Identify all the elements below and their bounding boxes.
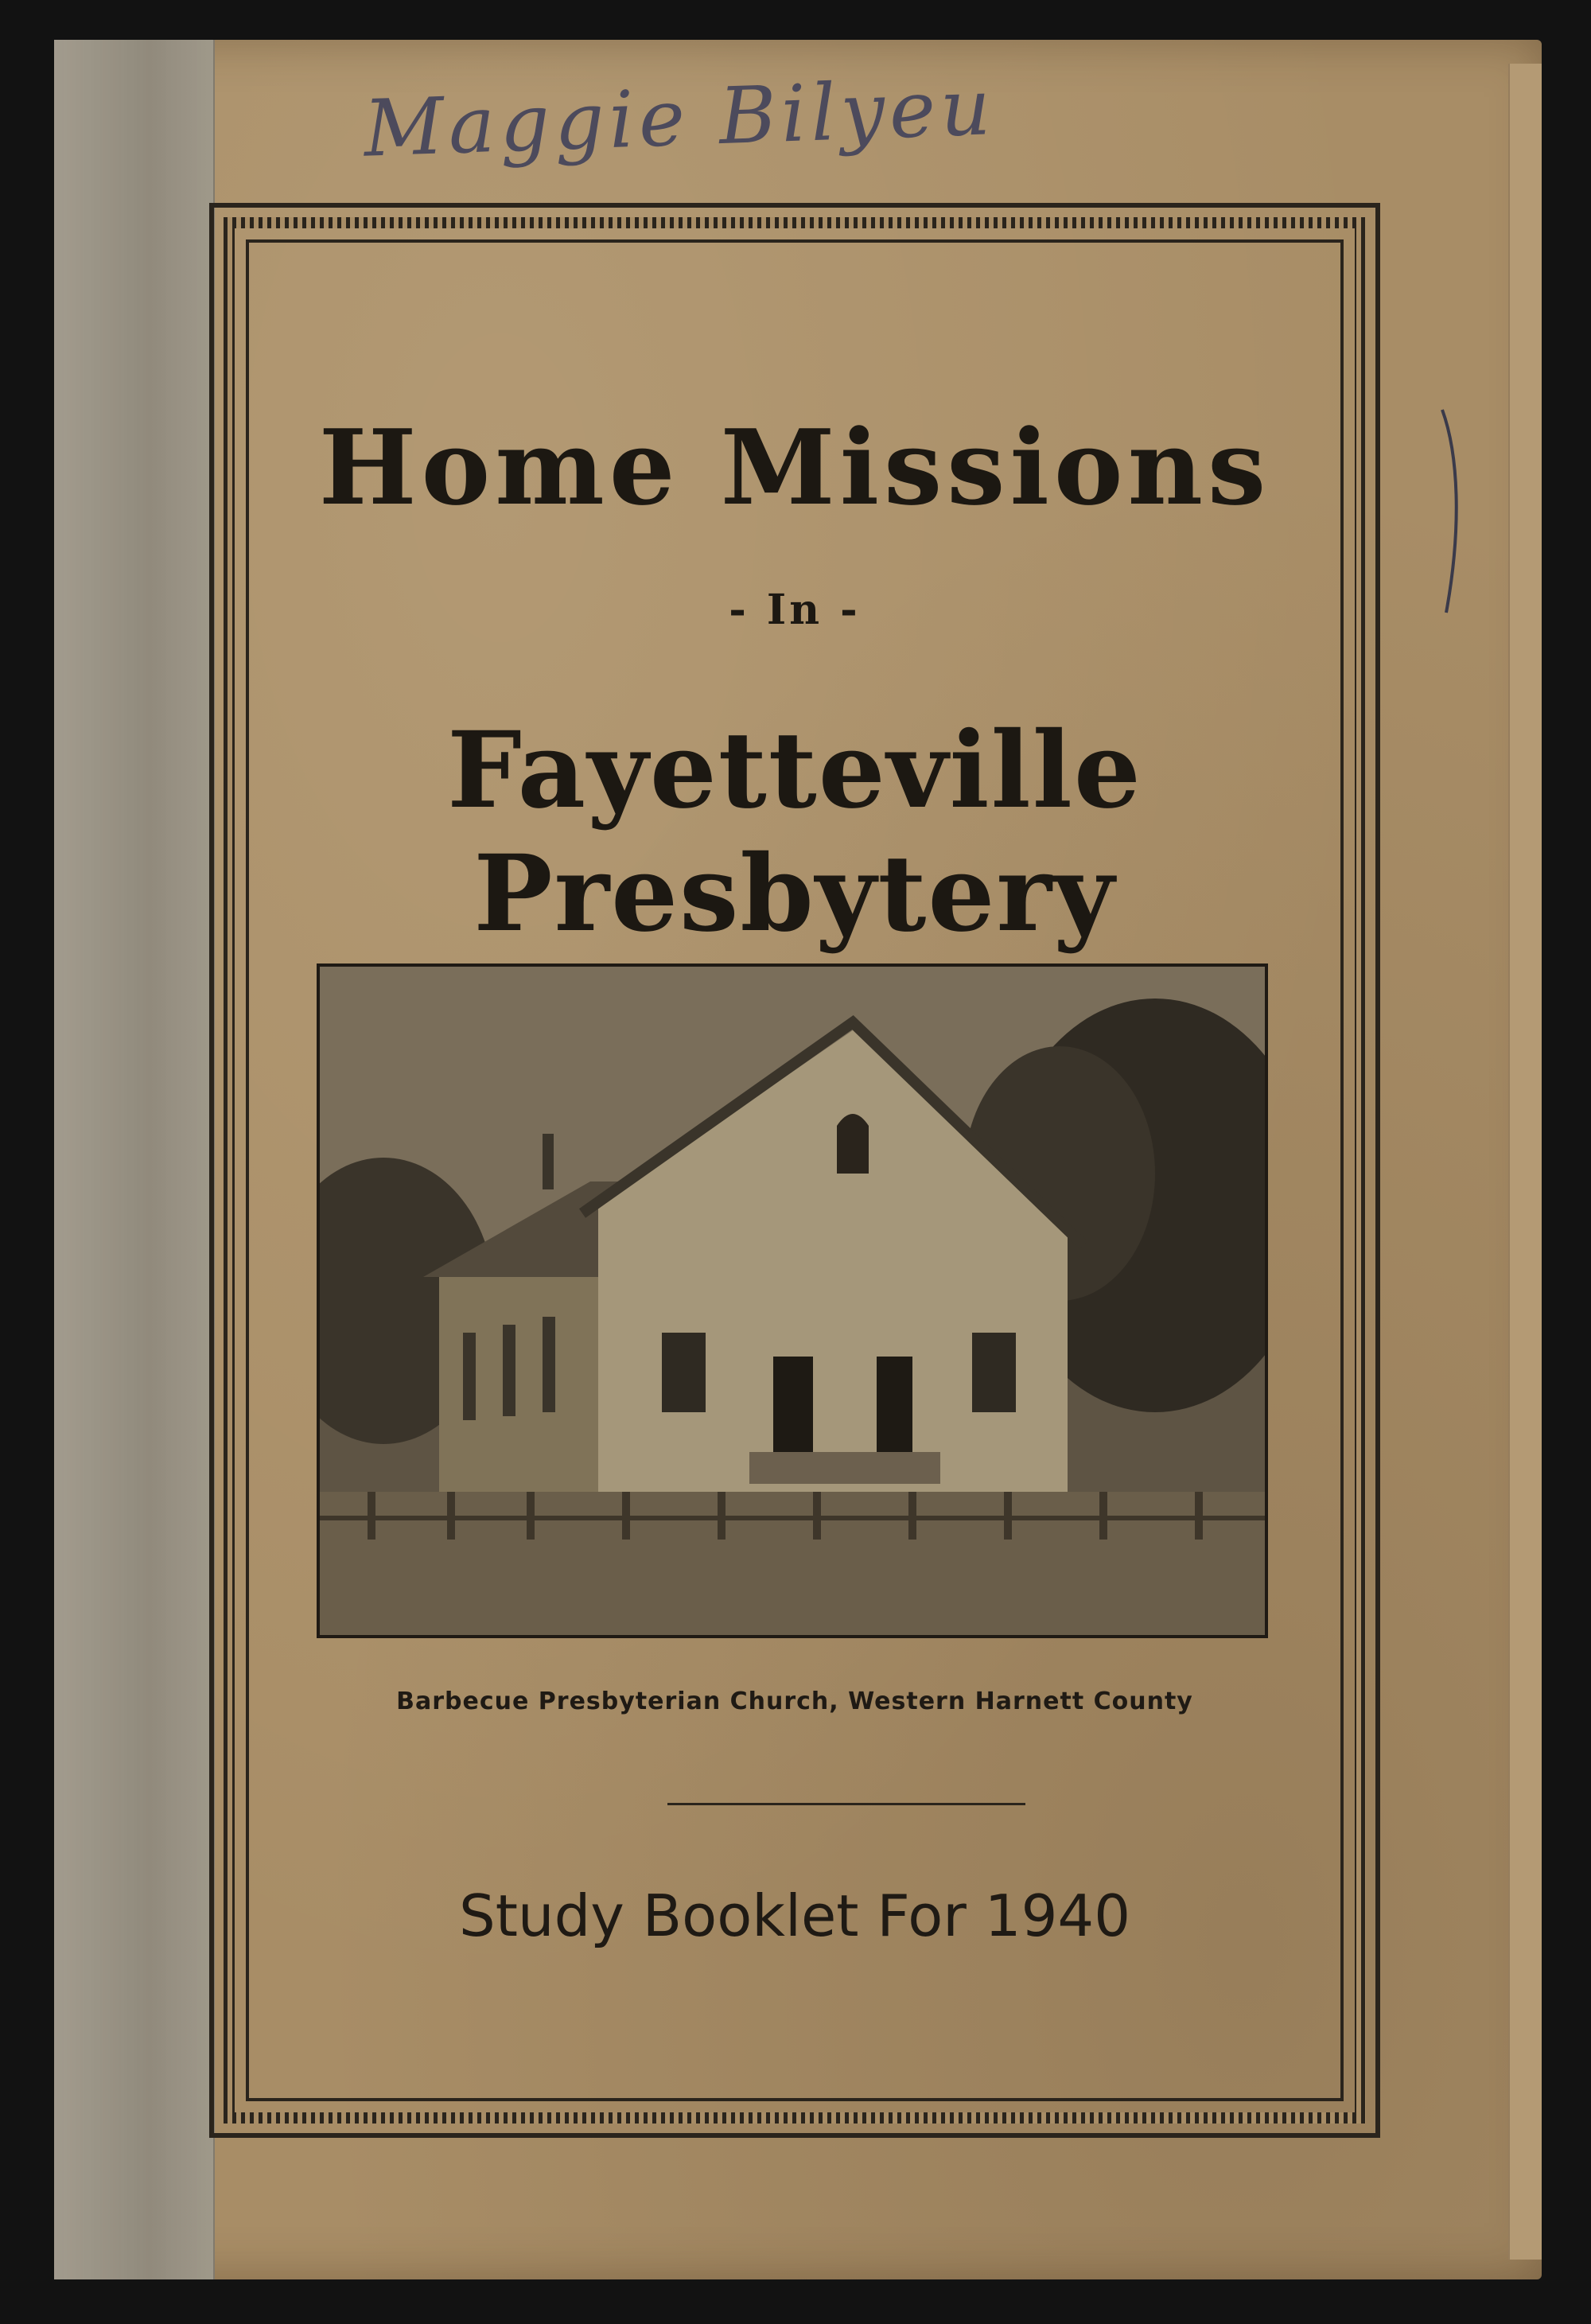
church-photograph: [317, 963, 1268, 1638]
pencil-mark: [1434, 406, 1474, 621]
tape-spine: [54, 40, 215, 2279]
photo-caption: Barbecue Presbyterian Church, Western Harnett County: [396, 1688, 1193, 1715]
handwritten-signature: Maggie Bilyeu: [362, 62, 997, 175]
title-fayetteville-presbytery: Fayetteville Presbytery: [447, 709, 1142, 956]
study-booklet-subtitle: Study Booklet For 1940: [459, 1882, 1130, 1949]
divider-rule: [667, 1803, 1025, 1805]
booklet-cover: [54, 40, 1542, 2279]
title-home-missions: Home Missions: [318, 407, 1271, 528]
ornamental-border: [209, 203, 1380, 2138]
church-illustration: [320, 967, 1265, 1635]
page-edge: [1508, 64, 1542, 2260]
title-in: - In -: [729, 586, 861, 634]
